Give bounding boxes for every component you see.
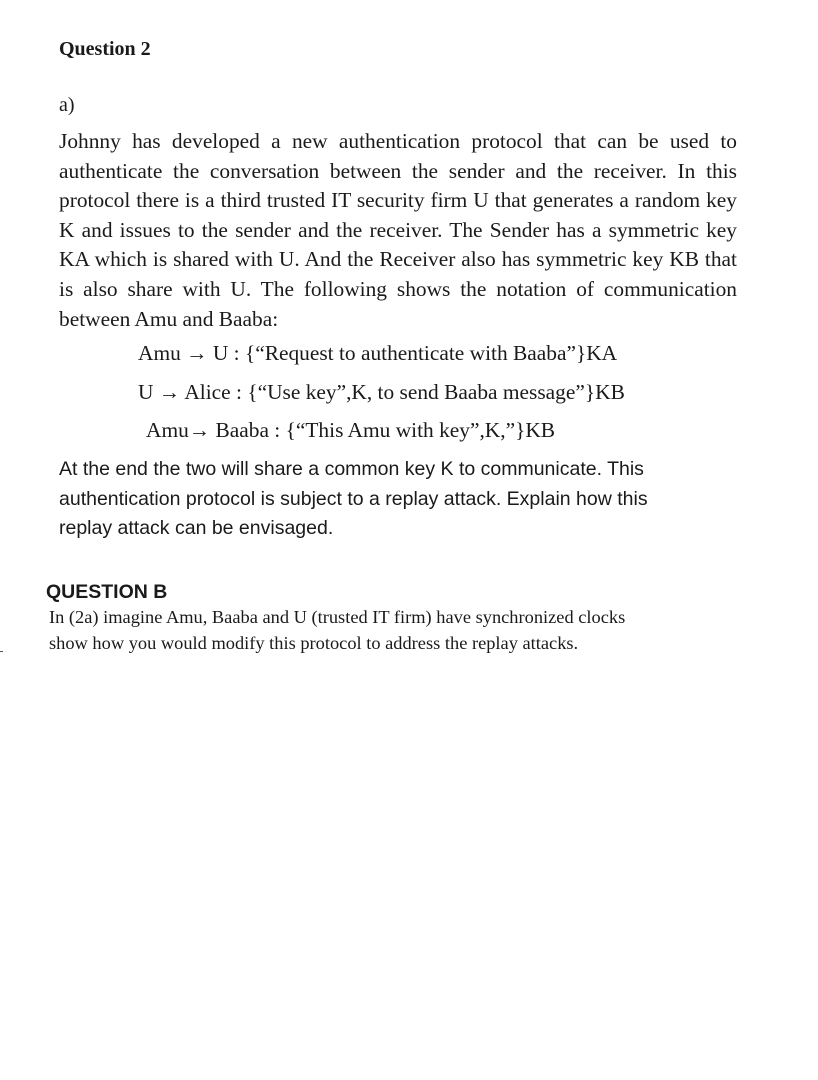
question-b-paragraph xyxy=(49,604,749,656)
closing-paragraph xyxy=(59,455,739,544)
question-b-line-2: show how you would modify this protocol to address the replay attacks. xyxy=(49,633,579,653)
closing-line-1: At the end the two will share a common key K to communicate. This xyxy=(59,458,644,480)
question-b-heading: QUESTION B xyxy=(46,581,168,603)
question-paragraph: Johnny has developed a new authentication protocol that can be used to authenticate the conversation between the sender and the receiver. In this protocol there is a third trusted IT security firm U that generates a random key K and issues to the sender and the receiver. The Sender has a symmetric key KA which is shared with U. And the Receiver also has symmetric key KB that is also share with U. The following shows the notation of communication between Amu and Baaba: xyxy=(59,129,737,331)
question-b-line-1: In (2a) imagine Amu, Baaba and U (trusted IT firm) have synchronized clocks xyxy=(49,607,626,627)
part-label: a) xyxy=(59,94,75,116)
closing-line-3: replay attack can be envisaged. xyxy=(59,517,334,540)
notation-line-3: Amu→ Baaba : {“This Amu with key”,K,”}KB xyxy=(146,418,556,442)
scan-edge-mark xyxy=(0,651,3,652)
notation-line-1: Amu → U : {“Request to authenticate with Baaba”}KA xyxy=(138,341,618,365)
closing-line-2: authentication protocol is subject to a replay attack. Explain how this xyxy=(59,487,648,510)
question-heading: Question 2 xyxy=(59,38,151,60)
notation-line-2: U → Alice : {“Use key”,K, to send Baaba message”}KB xyxy=(138,380,625,404)
